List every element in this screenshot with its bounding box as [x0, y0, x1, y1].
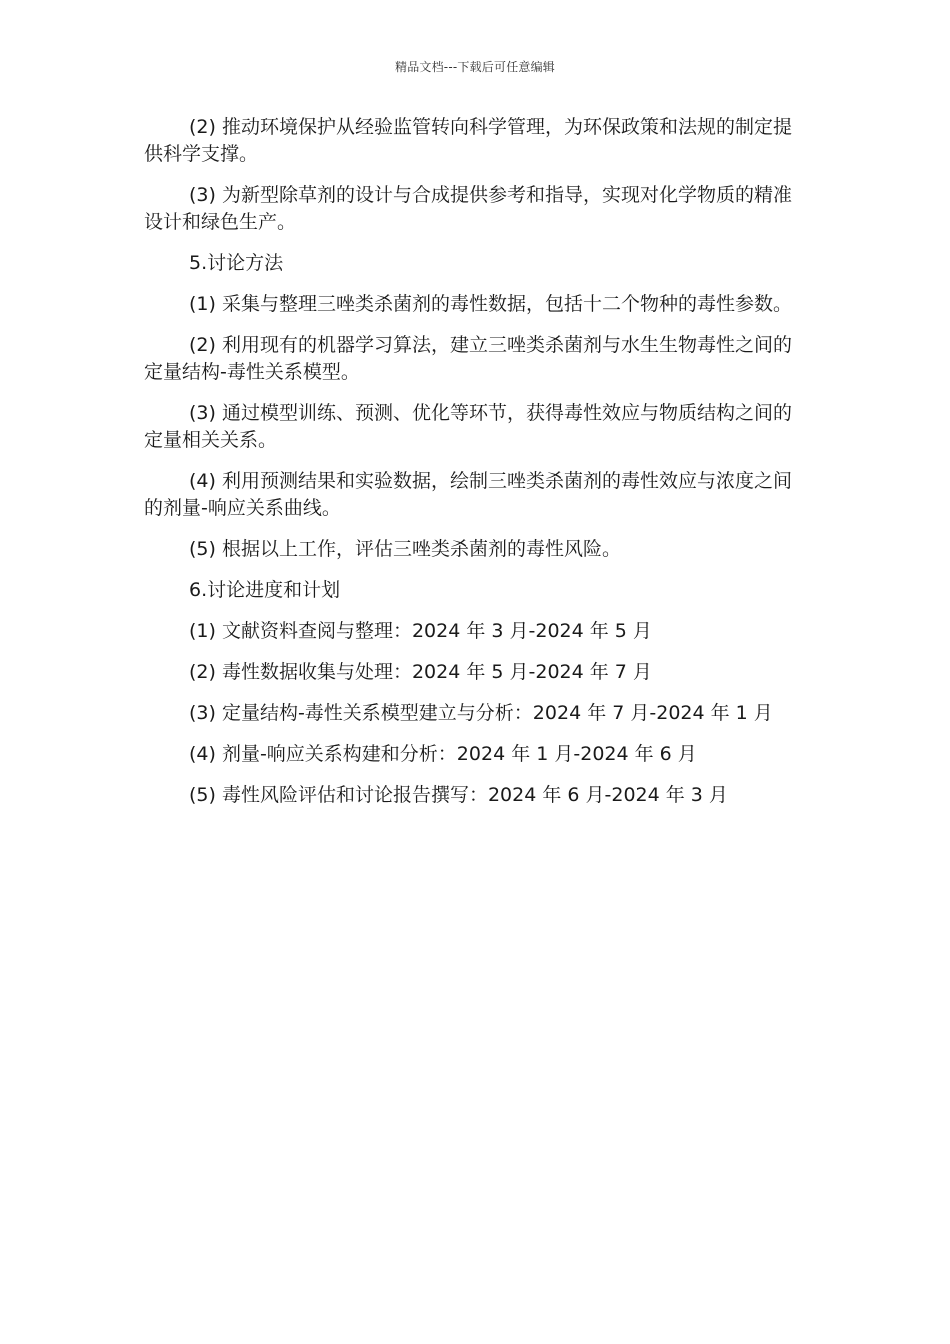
paragraph-method-3: (3) 通过模型训练、预测、优化等环节，获得毒性效应与物质结构之间的定量相关关系。 — [144, 402, 792, 451]
schedule-item-2: (2) 毒性数据收集与处理：2024 年 5 月-2024 年 7 月 — [189, 661, 652, 683]
section-heading-methods: 5.讨论方法 — [189, 252, 284, 274]
document-body — [144, 114, 808, 823]
page-header: 精品文档---下载后可任意编辑 — [395, 60, 555, 74]
paragraph-method-1: (1) 采集与整理三唑类杀菌剂的毒性数据，包括十二个物种的毒性参数。 — [189, 293, 792, 315]
paragraph-method-5: (5) 根据以上工作，评估三唑类杀菌剂的毒性风险。 — [189, 538, 621, 560]
paragraph-goal-3: (3) 为新型除草剂的设计与合成提供参考和指导，实现对化学物质的精准设计和绿色生产。 — [144, 184, 792, 233]
section-heading-schedule: 6.讨论进度和计划 — [189, 579, 341, 601]
schedule-item-1: (1) 文献资料查阅与整理：2024 年 3 月-2024 年 5 月 — [189, 620, 652, 642]
paragraph-goal-2: (2) 推动环境保护从经验监管转向科学管理，为环保政策和法规的制定提供科学支撑。 — [144, 116, 792, 165]
schedule-item-4: (4) 剂量-响应关系构建和分析：2024 年 1 月-2024 年 6 月 — [189, 743, 697, 765]
schedule-item-5: (5) 毒性风险评估和讨论报告撰写：2024 年 6 月-2024 年 3 月 — [189, 784, 728, 806]
paragraph-method-4: (4) 利用预测结果和实验数据，绘制三唑类杀菌剂的毒性效应与浓度之间的剂量-响应关系曲线。 — [144, 470, 792, 519]
paragraph-method-2: (2) 利用现有的机器学习算法，建立三唑类杀菌剂与水生生物毒性之间的定量结构-毒性关系模型。 — [144, 334, 792, 383]
schedule-item-3: (3) 定量结构-毒性关系模型建立与分析：2024 年 7 月-2024 年 1 月 — [189, 702, 773, 724]
